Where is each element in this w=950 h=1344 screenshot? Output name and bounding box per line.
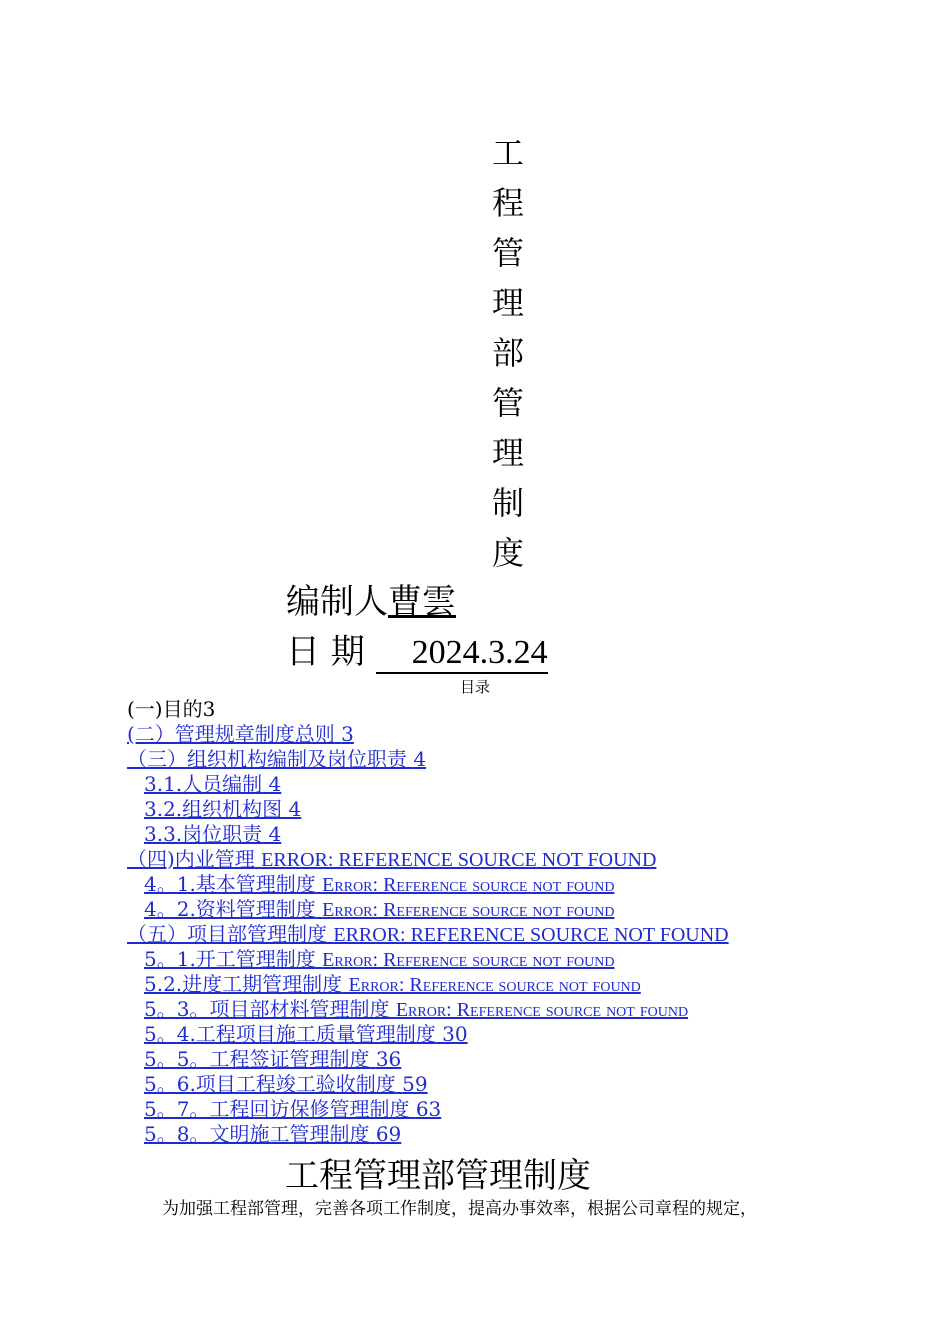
toc-entry-text: （五）项目部管理制度 — [127, 922, 327, 946]
toc-entry[interactable] — [127, 997, 729, 1022]
cover-title-char: 管 — [491, 234, 524, 272]
toc-entry[interactable] — [127, 847, 729, 872]
toc-entry[interactable] — [127, 1122, 729, 1147]
toc-entry-page: 4 — [268, 822, 282, 846]
toc-entry-page: ERROR: REFERENCE SOURCE NOT FOUND — [261, 849, 657, 871]
toc-entry-text: (二）管理规章制度总则 — [127, 722, 335, 746]
cover-title-char: 度 — [491, 534, 524, 572]
cover-title-char: 制 — [491, 484, 524, 522]
author-line — [286, 574, 456, 623]
toc-entry-page: Error: Reference source not found — [395, 999, 689, 1021]
toc-entry-page: 3 — [341, 722, 354, 746]
toc-entry[interactable] — [127, 797, 729, 822]
toc-entry[interactable] — [127, 747, 729, 772]
cover-title-char: 工 — [491, 134, 524, 172]
toc-entry[interactable] — [127, 947, 729, 972]
table-of-contents — [127, 697, 729, 1147]
toc-entry-text: 3.3.岗位职责 — [144, 822, 263, 846]
toc-entry-page: 4 — [413, 747, 427, 771]
toc-entry-text: 5。3。项目部材料管理制度 — [144, 997, 390, 1021]
toc-entry-text: （四)内业管理 — [127, 847, 255, 871]
date-value: 2024.3.24 — [376, 634, 548, 674]
toc-entry-text: 3.2.组织机构图 — [144, 797, 283, 821]
cover-title-char: 管 — [491, 384, 524, 422]
toc-entry-text: 5。6.项目工程竣工验收制度 — [144, 1072, 396, 1096]
date-line — [286, 624, 548, 674]
toc-entry[interactable] — [127, 922, 729, 947]
toc-entry[interactable] — [127, 772, 729, 797]
toc-entry-text: 5。1.开工管理制度 — [144, 947, 316, 971]
toc-entry-page: 59 — [402, 1072, 428, 1096]
toc-entry-text: 5。5。工程签证管理制度 — [144, 1047, 370, 1071]
toc-entry[interactable] — [127, 822, 729, 847]
toc-entry-page: 3 — [202, 697, 216, 721]
toc-entry[interactable] — [127, 872, 729, 897]
cover-title-char: 理 — [491, 284, 524, 322]
cover-title-char: 理 — [491, 434, 524, 472]
toc-entry-page: 63 — [415, 1097, 442, 1121]
toc-entry-page: 69 — [375, 1122, 402, 1146]
toc-entry-text: 4。2.资料管理制度 — [144, 897, 316, 921]
toc-entry[interactable] — [127, 1097, 729, 1122]
cover-title-char: 程 — [491, 184, 524, 222]
toc-entry[interactable] — [127, 722, 729, 747]
toc-entry[interactable] — [127, 1047, 729, 1072]
toc-entry-text: 3.1.人员编制 — [144, 772, 263, 796]
intro-paragraph: 为加强工程部管理，完善各项工作制度，提高办事效率，根据公司章程的规定， — [162, 1199, 757, 1219]
toc-entry[interactable] — [127, 1072, 729, 1097]
date-label: 日 期 — [286, 632, 365, 672]
toc-entry-page: Error: Reference source not found — [322, 899, 615, 921]
toc-entry-text: 5。7。工程回访保修管理制度 — [144, 1097, 410, 1121]
section-title: 工程管理部管理制度 — [285, 1156, 591, 1196]
toc-entry-text: 5.2.进度工期管理制度 — [144, 972, 343, 996]
toc-entry-page: ERROR: REFERENCE SOURCE NOT FOUND — [333, 924, 729, 946]
cover-title-vertical — [488, 128, 528, 578]
cover-title-char: 部 — [491, 334, 524, 372]
toc-entry[interactable] — [127, 972, 729, 997]
toc-entry-page: Error: Reference source not found — [322, 949, 615, 971]
toc-entry-page: Error: Reference source not found — [348, 974, 641, 996]
toc-entry — [127, 697, 729, 722]
toc-entry-page: 30 — [442, 1022, 468, 1046]
toc-entry-page: 4 — [288, 797, 302, 821]
toc-entry-page: Error: Reference source not found — [322, 874, 615, 896]
toc-entry[interactable] — [127, 897, 729, 922]
toc-entry-text: (一)目的 — [127, 697, 203, 721]
author-name: 曹雲 — [388, 582, 456, 622]
toc-entry-page: 4 — [268, 772, 282, 796]
author-label: 编制人 — [286, 582, 388, 622]
toc-entry[interactable] — [127, 1022, 729, 1047]
toc-heading: 目录 — [459, 678, 490, 696]
toc-entry-page: 36 — [375, 1047, 402, 1071]
toc-entry-text: （三）组织机构编制及岗位职责 — [127, 747, 407, 771]
toc-entry-text: 5。8。文明施工管理制度 — [144, 1122, 370, 1146]
toc-entry-text: 4。1.基本管理制度 — [144, 872, 316, 896]
toc-entry-text: 5。4.工程项目施工质量管理制度 — [144, 1022, 436, 1046]
